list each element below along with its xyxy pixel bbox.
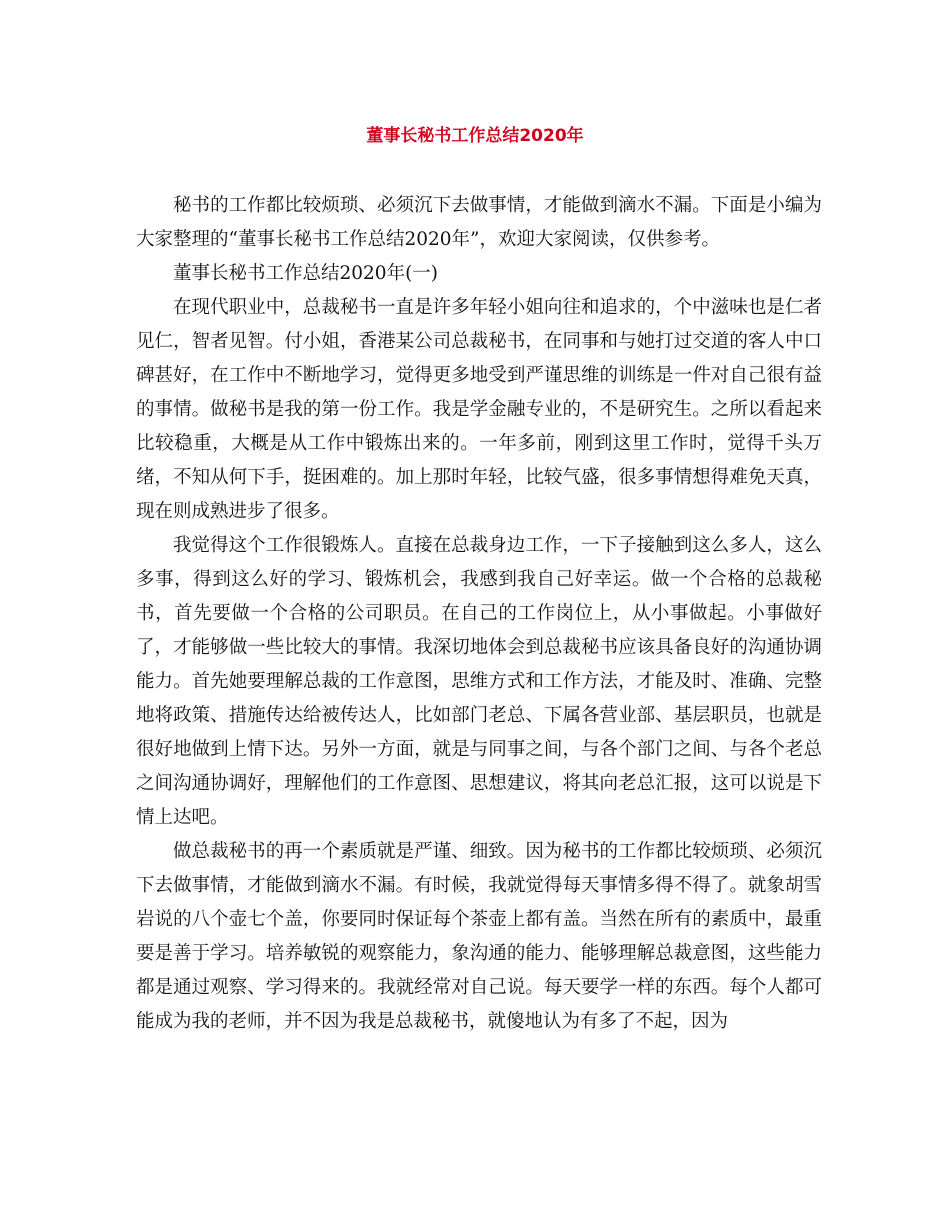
body-paragraph: 在现代职业中，总裁秘书一直是许多年轻小姐向往和追求的，个中滋味也是仁者见仁，智者见智。付小姐，香港某公司总裁秘书，在同事和与她打过交道的客人中口碑甚好，在工作中不断地学习，觉得更多地受到严谨思维的训练是一件对自己很有益的事情。做秘书是我的第一份工作。我是学金融专业的，不是研究生。之所以看起来比较稳重，大概是从工作中锻炼出来的。一年多前，刚到这里工作时，觉得千头万绪，不知从何下手，挺困难的。加上那时年轻，比较气盛，很多事情想得难免天真，现在则成熟进步了很多。 — [136, 297, 822, 522]
section-heading: 董事长秘书工作总结2020年(一) — [173, 263, 439, 284]
document-title: 董事长秘书工作总结2020年 — [366, 126, 584, 146]
body-paragraph: 我觉得这个工作很锻炼人。直接在总裁身边工作，一下子接触到这么多人，这么多事，得到这么好的学习、锻炼机会，我感到我自己好幸运。做一个合格的总裁秘书，首先要做一个合格的公司职员。在自己的工作岗位上，从小事做起。小事做好了，才能够做一些比较大的事情。我深切地体会到总裁秘书应该具备良好的沟通协调能力。首先她要理解总裁的工作意图，思维方式和工作方法，才能及时、准确、完整地将政策、措施传达给被传达人，比如部门老总、下属各营业部、基层职员，也就是很好地做到上情下达。另外一方面，就是与同事之间，与各个部门之间、与各个老总之间沟通协调好，理解他们的工作意图、思想建议，将其向老总汇报，这可以说是下情上达吧。 — [136, 535, 822, 828]
document-body — [136, 189, 822, 1039]
intro-paragraph: 秘书的工作都比较烦琐、必须沉下去做事情，才能做到滴水不漏。下面是小编为大家整理的“董事长秘书工作总结2020年”，欢迎大家阅读，仅供参考。 — [136, 195, 822, 250]
body-paragraph: 做总裁秘书的再一个素质就是严谨、细致。因为秘书的工作都比较烦琐、必须沉下去做事情，才能做到滴水不漏。有时候，我就觉得每天事情多得不得了。就象胡雪岩说的八个壶七个盖，你要同时保证每个茶壶上都有盖。当然在所有的素质中，最重要是善于学习。培养敏锐的观察能力，象沟通的能力、能够理解总裁意图，这些能力都是通过观察、学习得来的。我就经常对自己说。每天要学一样的东西。每个人都可能成为我的老师，并不因为我是总裁秘书，就傻地认为有多了不起，因为 — [136, 841, 822, 1032]
